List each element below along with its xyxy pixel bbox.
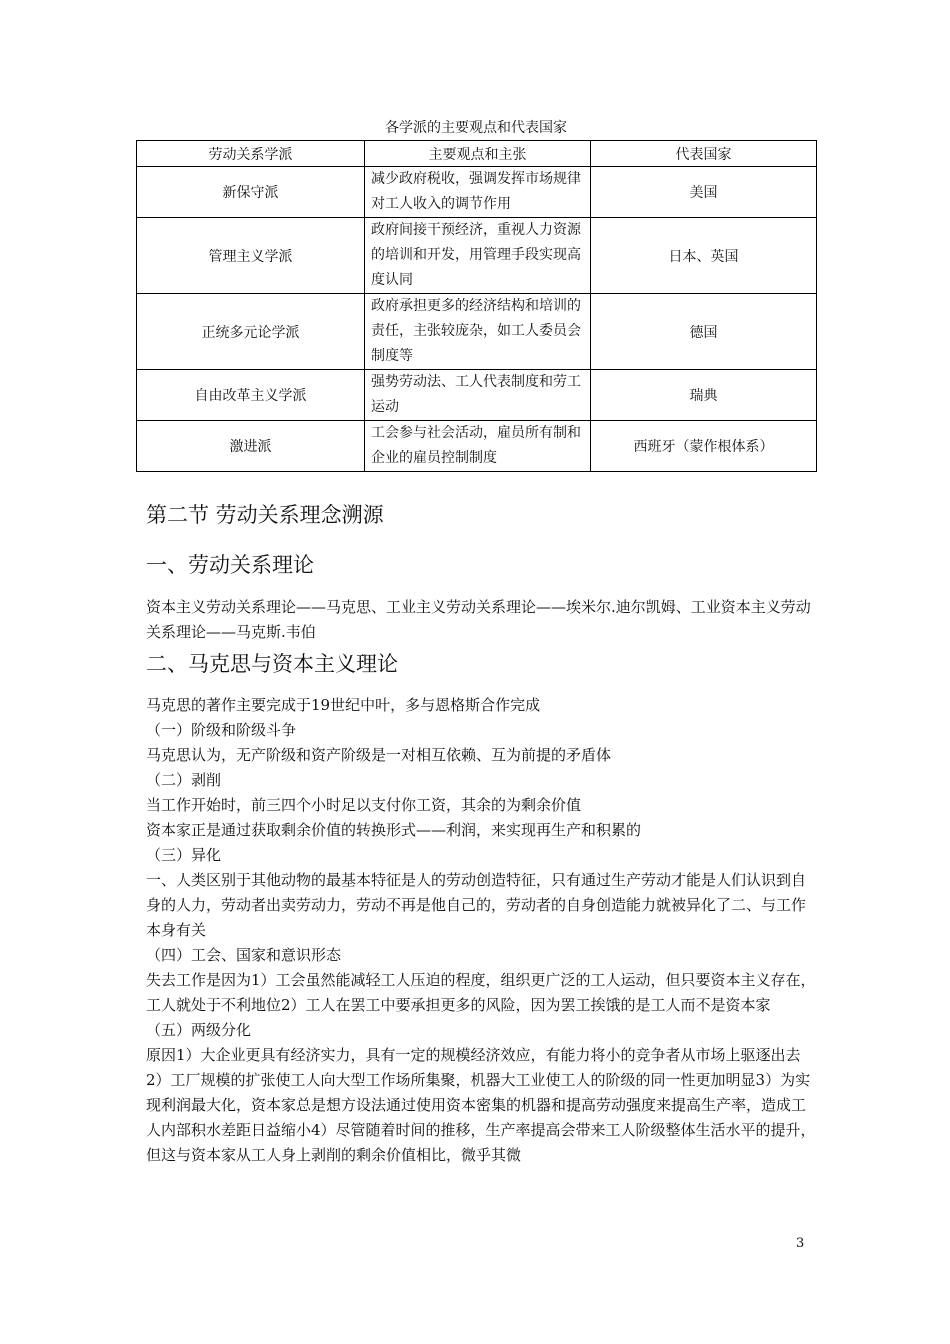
table-row [137, 370, 817, 421]
cell-view: 政府间接干预经济，重视人力资源的培训和开发，用管理手段实现高度认同 [365, 218, 591, 294]
cell-country: 瑞典 [591, 370, 817, 421]
cell-view: 强势劳动法、工人代表制度和劳工运动 [365, 370, 591, 421]
header-school: 劳动关系学派 [137, 141, 365, 167]
paragraph: 原因1）大企业更具有经济实力，具有一定的规模经济效应，有能力将小的竞争者从市场上驱逐出去2）工厂规模的扩张使工人向大型工作场所集聚，机器大工业使工人的阶级的同一性更加明显3）为实现利润最大化，资本家总是想方设法通过使用资本密集的机器和提高劳动强度来提高生产率，造成工人内部积水差距日益缩小4）尽管随着时间的推移，生产率提高会带来工人阶级整体生活水平的提升，但这与资本家从工人身上剥削的剩余价值相比，微乎其微 [146, 1046, 816, 1164]
paragraph: 资本主义劳动关系理论——马克思、工业主义劳动关系理论——埃米尔.迪尔凯姆、工业资本主义劳动关系理论——马克斯.韦伯 [146, 598, 811, 641]
subheading: （一）阶级和阶级斗争 [146, 721, 297, 739]
header-view: 主要观点和主张 [365, 141, 591, 167]
cell-school: 管理主义学派 [137, 218, 365, 294]
cell-school: 正统多元论学派 [137, 294, 365, 370]
cell-country: 日本、英国 [591, 218, 817, 294]
cell-view: 工会参与社会活动，雇员所有制和企业的雇员控制制度 [365, 421, 591, 472]
cell-country: 德国 [591, 294, 817, 370]
page-number: 3 [796, 1236, 805, 1251]
cell-school: 自由改革主义学派 [137, 370, 365, 421]
cell-country: 美国 [591, 167, 817, 218]
paragraph: 一、人类区别于其他动物的最基本特征是人的劳动创造特征，只有通过生产劳动才能是人们认识到自身的人力，劳动者出卖劳动力，劳动不再是他自己的，劳动者的自身创造能力就被异化了二、与工作本身有关 [146, 871, 807, 939]
paragraph: 失去工作是因为1）工会虽然能减轻工人压迫的程度，组织更广泛的工人运动，但只要资本主义存在，工人就处于不利地位2）工人在罢工中要承担更多的风险，因为罢工挨饿的是工人而不是资本家 [146, 971, 816, 1014]
cell-view: 减少政府税收，强调发挥市场规律对工人收入的调节作用 [365, 167, 591, 218]
section-heading: 第二节 劳动关系理念溯源 [146, 503, 384, 527]
subheading: （四）工会、国家和意识形态 [146, 946, 342, 964]
cell-school: 新保守派 [137, 167, 365, 218]
paragraph: 资本家正是通过获取剩余价值的转换形式——利润，来实现再生产和积累的 [146, 821, 642, 839]
paragraph: 马克思认为，无产阶级和资产阶级是一对相互依赖、互为前提的矛盾体 [146, 746, 612, 764]
subheading: （二）剥削 [146, 771, 222, 789]
table-header-row [137, 141, 817, 167]
table-caption: 各学派的主要观点和代表国家 [385, 120, 567, 136]
table-row [137, 294, 817, 370]
paragraph: 当工作开始时，前三四个小时足以支付你工资，其余的为剩余价值 [146, 796, 582, 814]
subheading: （三）异化 [146, 846, 222, 864]
table-row [137, 218, 817, 294]
schools-table [136, 140, 817, 472]
cell-view: 政府承担更多的经济结构和培训的责任，主张较庞杂，如工人委员会制度等 [365, 294, 591, 370]
header-country: 代表国家 [591, 141, 817, 167]
table-row [137, 421, 817, 472]
cell-school: 激进派 [137, 421, 365, 472]
body-text [146, 693, 816, 1168]
subheading: （五）两级分化 [146, 1021, 252, 1039]
paragraph: 马克思的著作主要完成于19世纪中叶，多与恩格斯合作完成 [146, 696, 541, 714]
subsection-heading: 二、马克思与资本主义理论 [146, 652, 398, 676]
cell-country: 西班牙（蒙作根体系） [591, 421, 817, 472]
subsection-heading: 一、劳动关系理论 [146, 553, 314, 577]
table-row [137, 167, 817, 218]
